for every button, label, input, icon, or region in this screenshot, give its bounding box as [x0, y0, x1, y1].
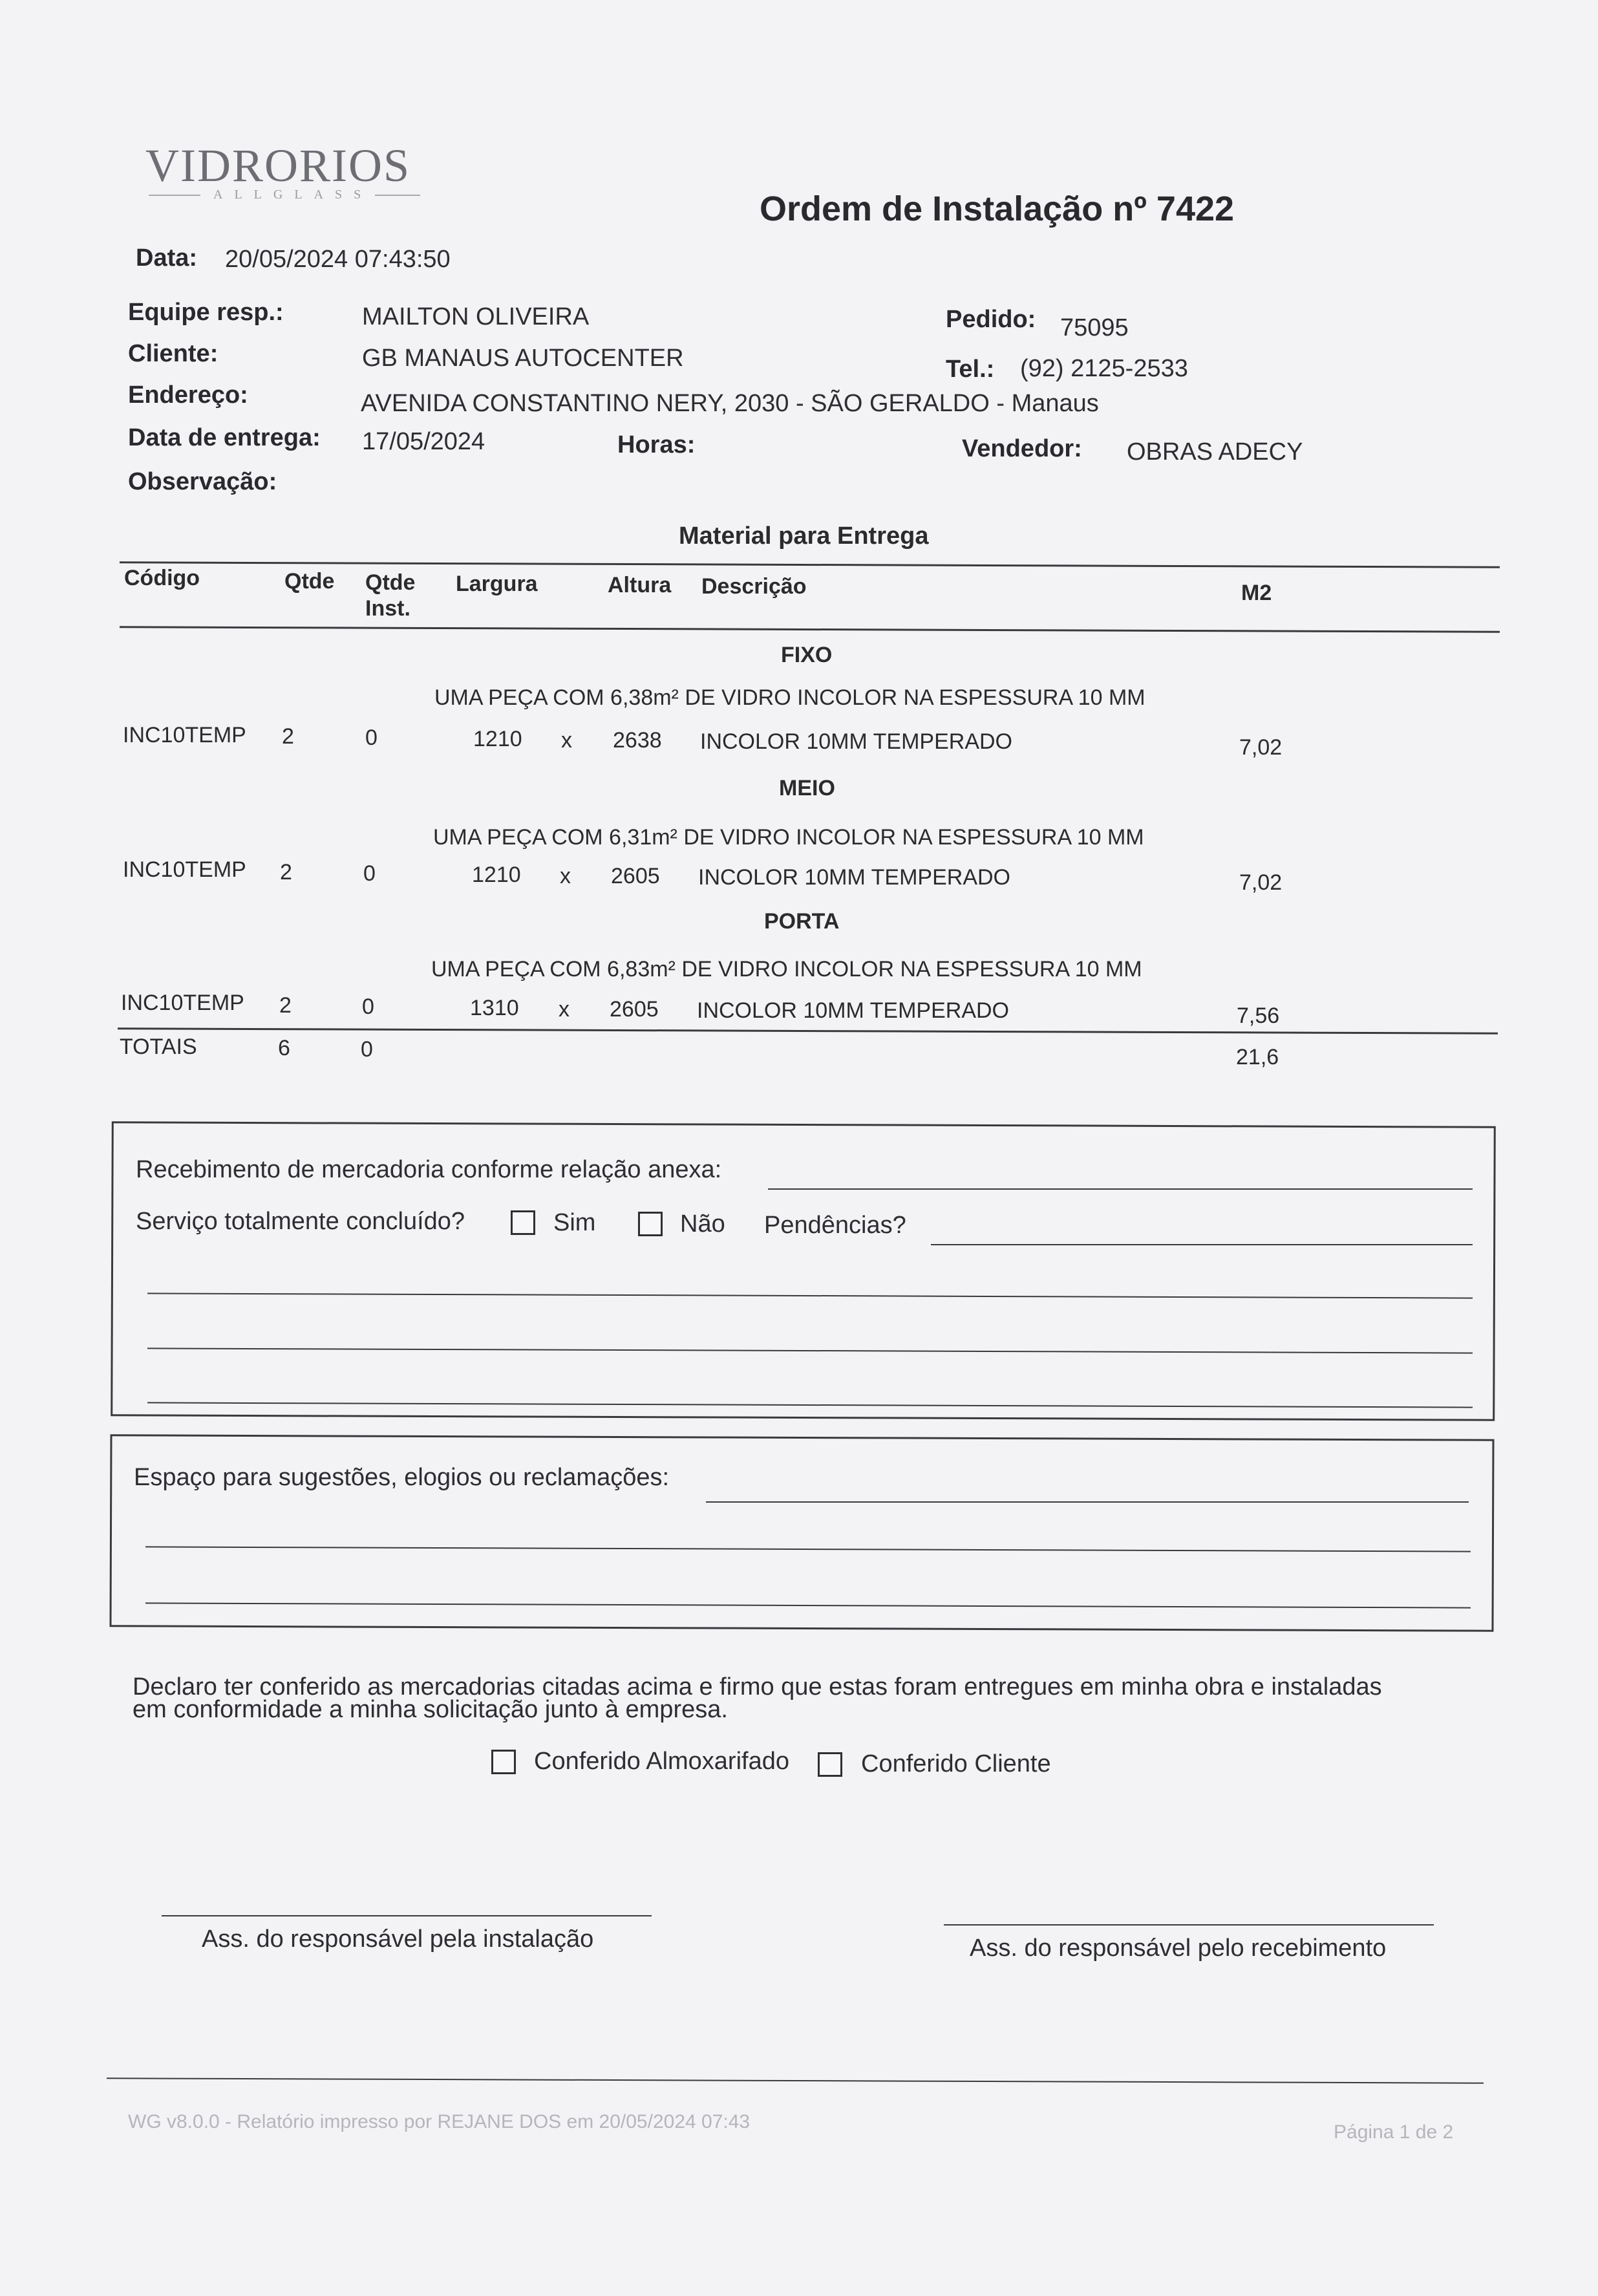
data-value: 20/05/2024 07:43:50	[225, 246, 451, 273]
row-descricao: INCOLOR 10MM TEMPERADO	[698, 865, 1011, 890]
tel-value: (92) 2125-2533	[1020, 355, 1188, 382]
footer-print-info: WG v8.0.0 - Relatório impresso por REJANE DOS em 20/05/2024 07:43	[128, 2111, 751, 2132]
col-qtde-inst: Qtde	[365, 570, 416, 595]
tel-label: Tel.:	[946, 356, 995, 383]
row-codigo: INC10TEMP	[121, 991, 244, 1015]
declaration-line1: Declaro ter conferido as mercadorias citadas acima e firmo que estas foram entregues em minha obra e instaladas	[133, 1673, 1382, 1701]
row-codigo: INC10TEMP	[123, 857, 246, 882]
table-header-rule	[120, 626, 1500, 632]
data-label: Data:	[136, 244, 198, 272]
table-top-rule	[120, 561, 1500, 568]
row-largura: 1310	[470, 996, 519, 1020]
servico-label: Serviço totalmente concluído?	[136, 1208, 465, 1235]
totals-label: TOTAIS	[120, 1035, 197, 1059]
row-altura: 2638	[613, 728, 662, 753]
totals-qtde: 6	[278, 1036, 290, 1060]
col-codigo: Código	[124, 566, 200, 590]
pedido-value: 75095	[1060, 314, 1129, 341]
col-m2: M2	[1241, 581, 1272, 605]
suggestions-label: Espaço para sugestões, elogios ou reclamações:	[134, 1464, 670, 1491]
signature-line-left[interactable]	[162, 1915, 652, 1916]
row-altura: 2605	[610, 997, 659, 1022]
row-m2: 7,02	[1239, 870, 1283, 895]
recebimento-line[interactable]	[768, 1188, 1473, 1190]
row-inst: 0	[365, 725, 378, 750]
cliente-value: GB MANAUS AUTOCENTER	[362, 345, 684, 372]
vendedor-label: Vendedor:	[962, 435, 1082, 462]
section-note: UMA PEÇA COM 6,83m² DE VIDRO INCOLOR NA ESPESSURA 10 MM	[431, 957, 1142, 982]
logo-subtitle: ALLGLASS	[213, 188, 373, 202]
sim-checkbox[interactable]	[511, 1210, 535, 1235]
row-altura: 2605	[611, 864, 660, 888]
row-qtde: 2	[280, 860, 292, 885]
row-x: x	[559, 997, 570, 1022]
conferido-almoxarifado-checkbox[interactable]	[491, 1750, 516, 1774]
material-title: Material para Entrega	[679, 522, 929, 550]
page-title: Ordem de Instalação nº 7422	[760, 189, 1235, 228]
totals-rule	[118, 1027, 1498, 1034]
row-inst: 0	[362, 994, 374, 1019]
col-altura: Altura	[608, 573, 672, 597]
conferido-almoxarifado-label: Conferido Almoxarifado	[534, 1748, 789, 1775]
section-meio: MEIO	[779, 776, 835, 800]
signature-left-label: Ass. do responsável pela instalação	[202, 1926, 594, 1953]
nao-checkbox[interactable]	[638, 1212, 663, 1236]
equipe-value: MAILTON OLIVEIRA	[362, 303, 590, 330]
section-note: UMA PEÇA COM 6,31m² DE VIDRO INCOLOR NA ESPESSURA 10 MM	[433, 825, 1144, 850]
col-largura: Largura	[456, 572, 538, 596]
pedido-label: Pedido:	[946, 306, 1036, 333]
pendencias-label: Pendências?	[764, 1212, 906, 1239]
section-porta: PORTA	[764, 909, 840, 934]
totals-m2: 21,6	[1236, 1045, 1279, 1069]
endereco-value: AVENIDA CONSTANTINO NERY, 2030 - SÃO GERALDO - Manaus	[361, 390, 1099, 417]
entrega-label: Data de entrega:	[128, 424, 321, 451]
row-codigo: INC10TEMP	[123, 723, 246, 747]
row-descricao: INCOLOR 10MM TEMPERADO	[700, 729, 1013, 754]
entrega-value: 17/05/2024	[362, 428, 485, 455]
row-inst: 0	[363, 861, 376, 886]
row-qtde: 2	[279, 993, 292, 1018]
footer-page-number: Página 1 de 2	[1334, 2121, 1454, 2143]
signature-right-label: Ass. do responsável pelo recebimento	[970, 1935, 1387, 1962]
sim-label: Sim	[553, 1209, 596, 1236]
row-x: x	[561, 728, 572, 753]
recebimento-label: Recebimento de mercadoria conforme relação anexa:	[136, 1156, 722, 1183]
row-largura: 1210	[473, 727, 522, 751]
horas-label: Horas:	[617, 431, 696, 458]
suggestions-line[interactable]	[706, 1501, 1469, 1503]
logo-rule-right	[375, 195, 420, 196]
section-note: UMA PEÇA COM 6,38m² DE VIDRO INCOLOR NA ESPESSURA 10 MM	[434, 685, 1145, 710]
footer-rule	[107, 2077, 1484, 2083]
conferido-cliente-label: Conferido Cliente	[861, 1750, 1051, 1777]
company-logo: VIDRORIOS	[145, 140, 411, 191]
col-qtde: Qtde	[284, 569, 335, 594]
pendencias-line[interactable]	[931, 1244, 1473, 1245]
row-descricao: INCOLOR 10MM TEMPERADO	[697, 998, 1010, 1023]
row-qtde: 2	[282, 724, 294, 749]
declaration-line2: em conformidade a minha solicitação junto à empresa.	[133, 1696, 728, 1723]
conferido-cliente-checkbox[interactable]	[818, 1752, 842, 1777]
row-m2: 7,02	[1239, 735, 1283, 760]
logo-rule-left	[149, 195, 200, 196]
row-x: x	[560, 864, 571, 888]
cliente-label: Cliente:	[128, 340, 218, 367]
nao-label: Não	[680, 1210, 725, 1238]
endereco-label: Endereço:	[128, 381, 248, 409]
row-largura: 1210	[472, 863, 521, 887]
vendedor-value: OBRAS ADECY	[1127, 438, 1303, 466]
section-fixo: FIXO	[781, 643, 833, 667]
col-descricao: Descrição	[701, 574, 807, 599]
observacao-label: Observação:	[128, 468, 277, 495]
col-inst: Inst.	[365, 596, 410, 621]
totals-inst: 0	[361, 1037, 373, 1062]
row-m2: 7,56	[1237, 1003, 1280, 1028]
signature-line-right[interactable]	[944, 1924, 1434, 1926]
equipe-label: Equipe resp.:	[128, 299, 284, 326]
